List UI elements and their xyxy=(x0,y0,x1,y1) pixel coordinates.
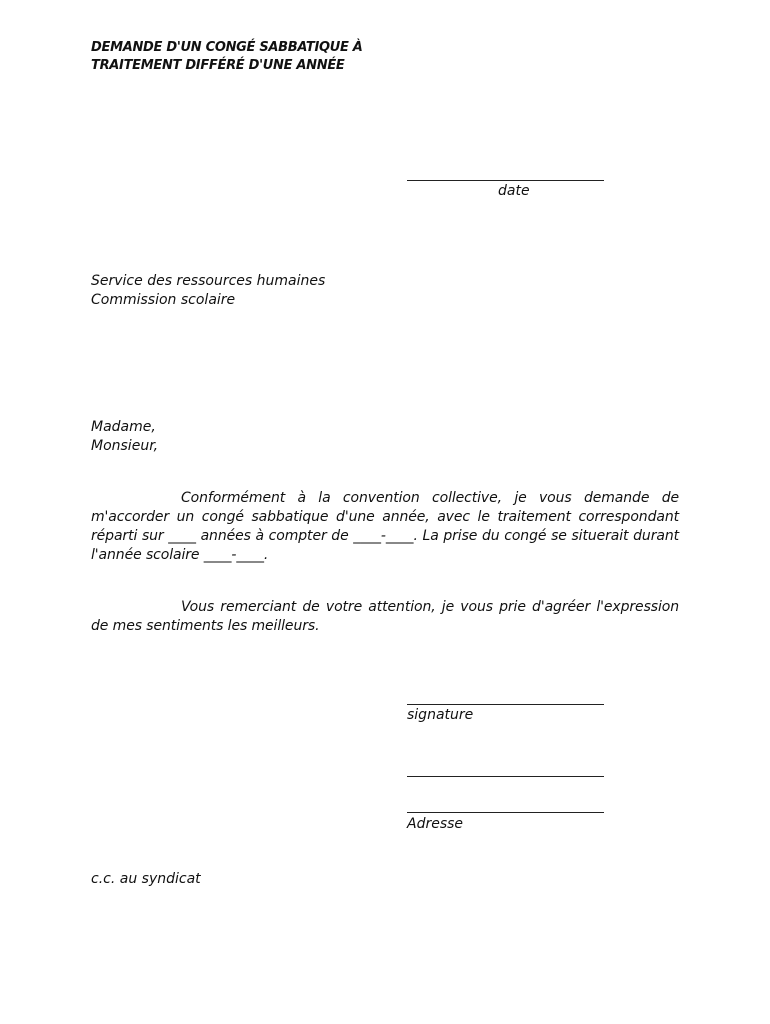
title-line-1: DEMANDE D'UN CONGÉ SABBATIQUE À xyxy=(91,40,363,55)
recipient-line-1: Service des ressources humaines xyxy=(91,273,326,289)
date-line xyxy=(407,180,604,181)
cc-line: c.c. au syndicat xyxy=(91,871,201,887)
recipient-block xyxy=(91,272,325,310)
address-line-1 xyxy=(407,776,604,777)
address-line-2 xyxy=(407,812,604,813)
closing-paragraph xyxy=(91,598,679,636)
closing-paragraph-text: Vous remerciant de votre attention, je vous prie d'agréer l'expression de mes sentiments les meilleurs. xyxy=(91,599,679,634)
signature-label: signature xyxy=(407,707,474,723)
address-label: Adresse xyxy=(407,816,464,832)
signature-line xyxy=(407,704,604,705)
date-label: date xyxy=(498,183,530,199)
salutation-line-1: Madame, xyxy=(91,419,156,435)
recipient-line-2: Commission scolaire xyxy=(91,292,236,308)
salutation xyxy=(91,418,158,456)
document-title xyxy=(91,39,363,75)
title-line-2: TRAITEMENT DIFFÉRÉ D'UNE ANNÉE xyxy=(91,58,345,73)
request-paragraph-text: Conformément à la convention collective, je vous demande de m'accorder un congé sabbatique d'une année, avec le traitement correspondant réparti sur ____ années à compter de ____-____. La prise du congé se situerait durant l'année scolaire ____-____. xyxy=(91,490,679,563)
request-paragraph xyxy=(91,489,679,565)
salutation-line-2: Monsieur, xyxy=(91,438,159,454)
